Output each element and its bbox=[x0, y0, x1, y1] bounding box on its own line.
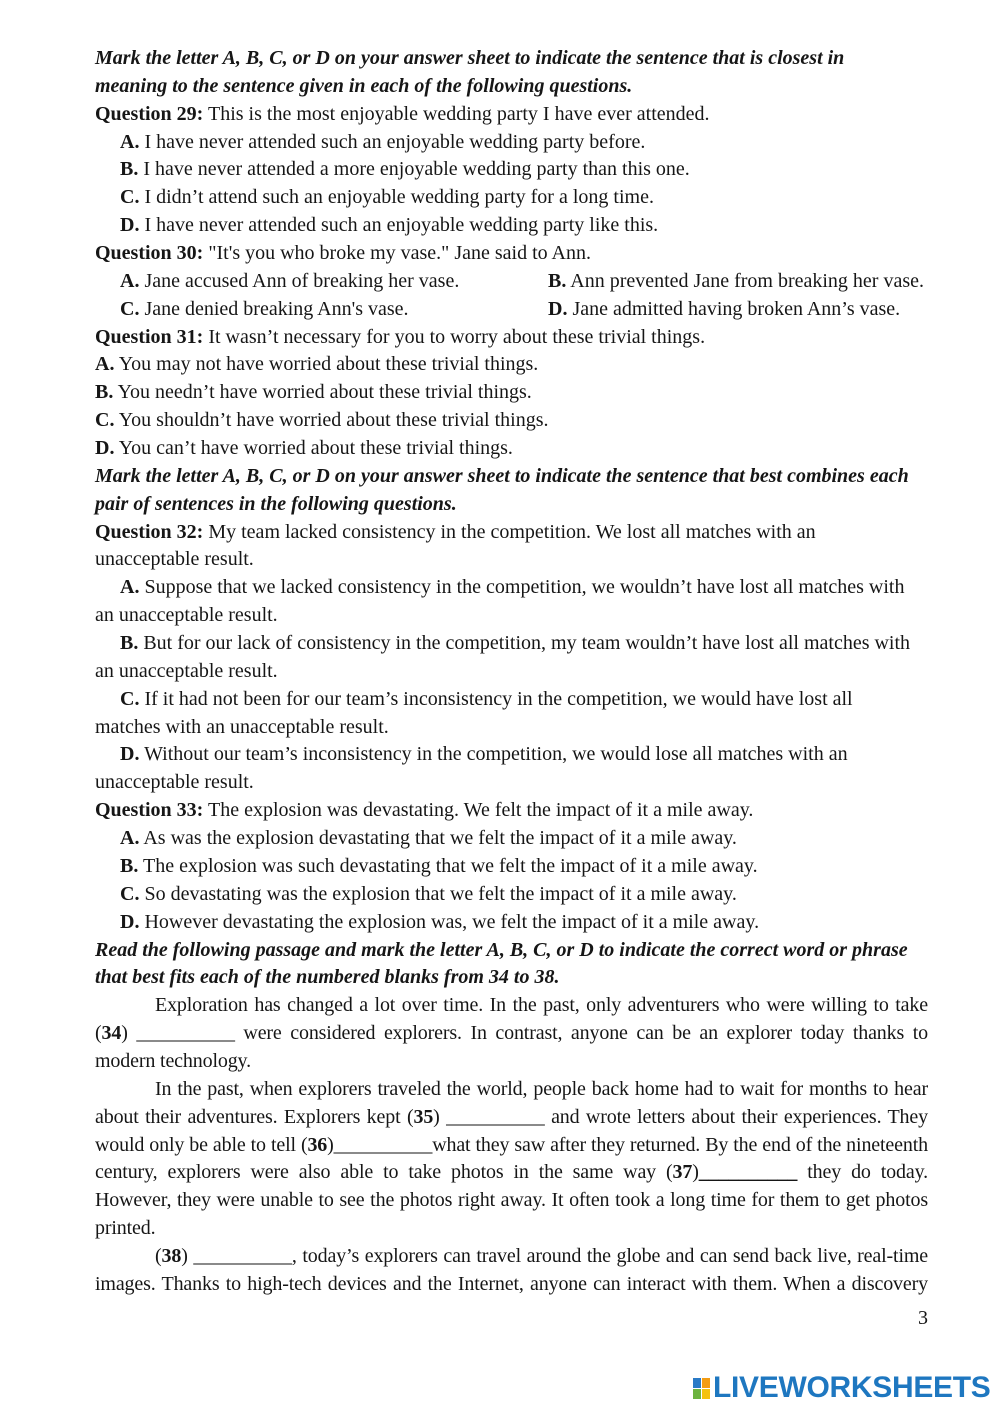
logo-icon-square bbox=[702, 1389, 710, 1399]
passage-line bbox=[95, 1159, 928, 1187]
option-text: If it had not been for our team’s inconsistency in the competition, we would have lost all bbox=[144, 687, 853, 710]
page-number: 3 bbox=[918, 1307, 928, 1329]
passage-text: were considered explorers. In contrast, anyone can be an explorer today thanks to bbox=[234, 1022, 928, 1045]
passage-line: Exploration has changed a lot over time. In the past, only adventurers who were willing to take bbox=[155, 994, 928, 1017]
question-label: Question 31: bbox=[95, 325, 204, 348]
option-text: The explosion was such devastating that we felt the impact of it a mile away. bbox=[142, 854, 758, 877]
passage-text: ( bbox=[95, 1022, 102, 1045]
question-32-stem bbox=[95, 519, 928, 547]
option-letter: C. bbox=[120, 186, 140, 209]
question-label: Question 30: bbox=[95, 242, 204, 265]
question-stem-continuation: unacceptable result. bbox=[95, 548, 254, 571]
option-text: Jane denied breaking Ann's vase. bbox=[144, 297, 409, 320]
option-c-continuation: matches with an unacceptable result. bbox=[95, 715, 389, 738]
question-30-options-row bbox=[95, 268, 928, 296]
liveworksheets-logo bbox=[693, 1373, 993, 1403]
option-d bbox=[95, 212, 928, 240]
option-letter: D. bbox=[120, 214, 140, 237]
question-label: Question 29: bbox=[95, 102, 204, 125]
option-letter: C. bbox=[95, 409, 115, 432]
liveworksheets-logo-icon bbox=[693, 1378, 711, 1400]
option-a bbox=[95, 129, 928, 157]
passage-text: what they saw after they returned. By the end of the nineteenth bbox=[432, 1133, 928, 1156]
option-letter: B. bbox=[120, 158, 139, 181]
option-letter: B. bbox=[548, 269, 567, 292]
passage-text: , today’s explorers can travel around the globe and can send back live, real-time bbox=[291, 1244, 928, 1267]
option-letter: D. bbox=[95, 437, 115, 460]
blank-35: __________ bbox=[446, 1105, 545, 1128]
passage-text: and wrote letters about their experiences. They bbox=[544, 1105, 928, 1128]
passage-line: However, they were unable to see the photos right away. It often took a long time for them to get photos bbox=[95, 1189, 928, 1212]
option-a bbox=[95, 825, 928, 853]
option-text: I didn’t attend such an enjoyable wedding party for a long time. bbox=[144, 186, 654, 209]
option-text: You can’t have worried about these trivial things. bbox=[118, 437, 513, 460]
blank-36: __________ bbox=[333, 1133, 433, 1156]
option-letter: A. bbox=[95, 353, 115, 376]
question-stem-text: My team lacked consistency in the competition. We lost all matches with an bbox=[208, 520, 816, 543]
passage-line bbox=[95, 1020, 928, 1048]
option-c bbox=[120, 296, 409, 324]
passage-text: ) bbox=[121, 1022, 137, 1045]
option-b bbox=[95, 156, 928, 184]
question-33-stem bbox=[95, 797, 928, 825]
passage-text: ) bbox=[433, 1105, 447, 1128]
option-text: Suppose that we lacked consistency in the competition, we wouldn’t have lost all matches with bbox=[144, 576, 905, 599]
option-b bbox=[95, 853, 928, 881]
blank-38: __________ bbox=[193, 1244, 292, 1267]
option-text: I have never attended such an enjoyable wedding party like this. bbox=[144, 214, 659, 237]
passage-text: ) bbox=[692, 1161, 699, 1184]
passage-text: century, explorers were also able to take photos in the same way ( bbox=[95, 1161, 673, 1184]
option-b bbox=[95, 379, 928, 407]
option-letter: B. bbox=[120, 632, 139, 655]
option-text: You shouldn’t have worried about these trivial things. bbox=[118, 409, 549, 432]
option-text: You may not have worried about these trivial things. bbox=[118, 353, 539, 376]
option-b-continuation: an unacceptable result. bbox=[95, 659, 278, 682]
option-letter: C. bbox=[120, 882, 140, 905]
option-c bbox=[95, 184, 928, 212]
passage-line bbox=[95, 1104, 928, 1132]
logo-icon-square bbox=[693, 1378, 701, 1388]
passage-line: In the past, when explorers traveled the world, people back home had to wait for months to hear bbox=[155, 1077, 928, 1100]
option-d-continuation: unacceptable result. bbox=[95, 771, 254, 794]
blank-number-35: 35 bbox=[413, 1105, 434, 1128]
instruction-line: Read the following passage and mark the letter A, B, C, or D to indicate the correct word or phrase bbox=[95, 938, 908, 961]
logo-icon-square bbox=[693, 1389, 701, 1399]
passage-text: ) bbox=[327, 1133, 334, 1156]
option-text: You needn’t have worried about these trivial things. bbox=[117, 381, 532, 404]
passage-text: about their adventures. Explorers kept ( bbox=[95, 1105, 414, 1128]
option-letter: A. bbox=[120, 130, 140, 153]
blank-number-34: 34 bbox=[101, 1022, 122, 1045]
option-c bbox=[95, 686, 928, 714]
worksheet-page bbox=[95, 45, 928, 1299]
option-letter: A. bbox=[120, 269, 140, 292]
option-text: Ann prevented Jane from breaking her vase. bbox=[570, 269, 924, 292]
option-a-continuation: an unacceptable result. bbox=[95, 604, 278, 627]
blank-34: __________ bbox=[136, 1022, 235, 1045]
passage-text: they do today. bbox=[797, 1161, 929, 1184]
question-stem-text: The explosion was devastating. We felt the impact of it a mile away. bbox=[207, 799, 754, 822]
option-text: I have never attended such an enjoyable wedding party before. bbox=[144, 130, 646, 153]
option-text: As was the explosion devastating that we felt the impact of it a mile away. bbox=[143, 827, 737, 850]
question-label: Question 32: bbox=[95, 520, 204, 543]
passage-text: ( bbox=[155, 1244, 162, 1267]
option-text: Jane admitted having broken Ann’s vase. bbox=[572, 297, 901, 320]
option-c bbox=[95, 407, 928, 435]
logo-icon-square bbox=[702, 1378, 710, 1388]
question-31-stem bbox=[95, 324, 928, 352]
question-29-stem bbox=[95, 101, 928, 129]
option-d bbox=[95, 909, 928, 937]
option-letter: A. bbox=[120, 576, 140, 599]
question-30-stem bbox=[95, 240, 928, 268]
option-b bbox=[95, 630, 928, 658]
option-letter: C. bbox=[120, 687, 140, 710]
blank-37: __________ bbox=[698, 1161, 798, 1184]
option-letter: C. bbox=[120, 297, 140, 320]
option-text: I have never attended a more enjoyable wedding party than this one. bbox=[143, 158, 690, 181]
option-text: But for our lack of consistency in the competition, my team wouldn’t have lost all matches with bbox=[143, 632, 911, 655]
option-letter: A. bbox=[120, 827, 140, 850]
question-stem-text: This is the most enjoyable wedding party I have ever attended. bbox=[207, 102, 710, 125]
passage-line: modern technology. bbox=[95, 1049, 251, 1072]
passage-line bbox=[95, 1132, 928, 1160]
blank-number-37: 37 bbox=[672, 1161, 693, 1184]
passage-text: would only be able to tell ( bbox=[95, 1133, 308, 1156]
option-a bbox=[95, 351, 928, 379]
option-letter: D. bbox=[120, 910, 140, 933]
passage-line: printed. bbox=[95, 1217, 156, 1240]
option-letter: B. bbox=[95, 381, 114, 404]
question-30-options-row bbox=[95, 296, 928, 324]
instruction-line: Mark the letter A, B, C, or D on your answer sheet to indicate the sentence that is closest in bbox=[95, 47, 845, 69]
blank-number-36: 36 bbox=[307, 1133, 328, 1156]
instruction-line: pair of sentences in the following questions. bbox=[95, 492, 457, 515]
option-letter: D. bbox=[548, 297, 568, 320]
option-d bbox=[95, 435, 928, 463]
question-stem-text: "It's you who broke my vase." Jane said to Ann. bbox=[208, 242, 591, 265]
passage-line: images. Thanks to high-tech devices and the Internet, anyone can interact with them. When a discovery bbox=[95, 1272, 928, 1295]
question-stem-text: It wasn’t necessary for you to worry about these trivial things. bbox=[208, 325, 706, 348]
question-label: Question 33: bbox=[95, 799, 204, 822]
liveworksheets-logo-text: LIVEWORKSHEETS bbox=[713, 1371, 991, 1404]
option-text: Jane accused Ann of breaking her vase. bbox=[144, 269, 460, 292]
option-text: So devastating was the explosion that we felt the impact of it a mile away. bbox=[144, 882, 737, 905]
option-a bbox=[95, 574, 928, 602]
option-letter: D. bbox=[120, 743, 140, 766]
passage-line bbox=[95, 1243, 928, 1271]
instruction-line: that best fits each of the numbered blanks from 34 to 38. bbox=[95, 966, 560, 989]
passage-text: ) bbox=[181, 1244, 194, 1267]
blank-number-38: 38 bbox=[161, 1244, 182, 1267]
option-text: Without our team’s inconsistency in the competition, we would lose all matches with an bbox=[144, 743, 848, 766]
instruction-line: meaning to the sentence given in each of the following questions. bbox=[95, 74, 633, 97]
instruction-line: Mark the letter A, B, C, or D on your answer sheet to indicate the sentence that best combines each bbox=[95, 464, 909, 487]
option-d bbox=[548, 296, 900, 324]
option-text: However devastating the explosion was, we felt the impact of it a mile away. bbox=[144, 910, 760, 933]
option-a bbox=[120, 268, 459, 296]
option-c bbox=[95, 881, 928, 909]
option-d bbox=[95, 741, 928, 769]
option-b bbox=[548, 268, 924, 296]
option-letter: B. bbox=[120, 854, 139, 877]
